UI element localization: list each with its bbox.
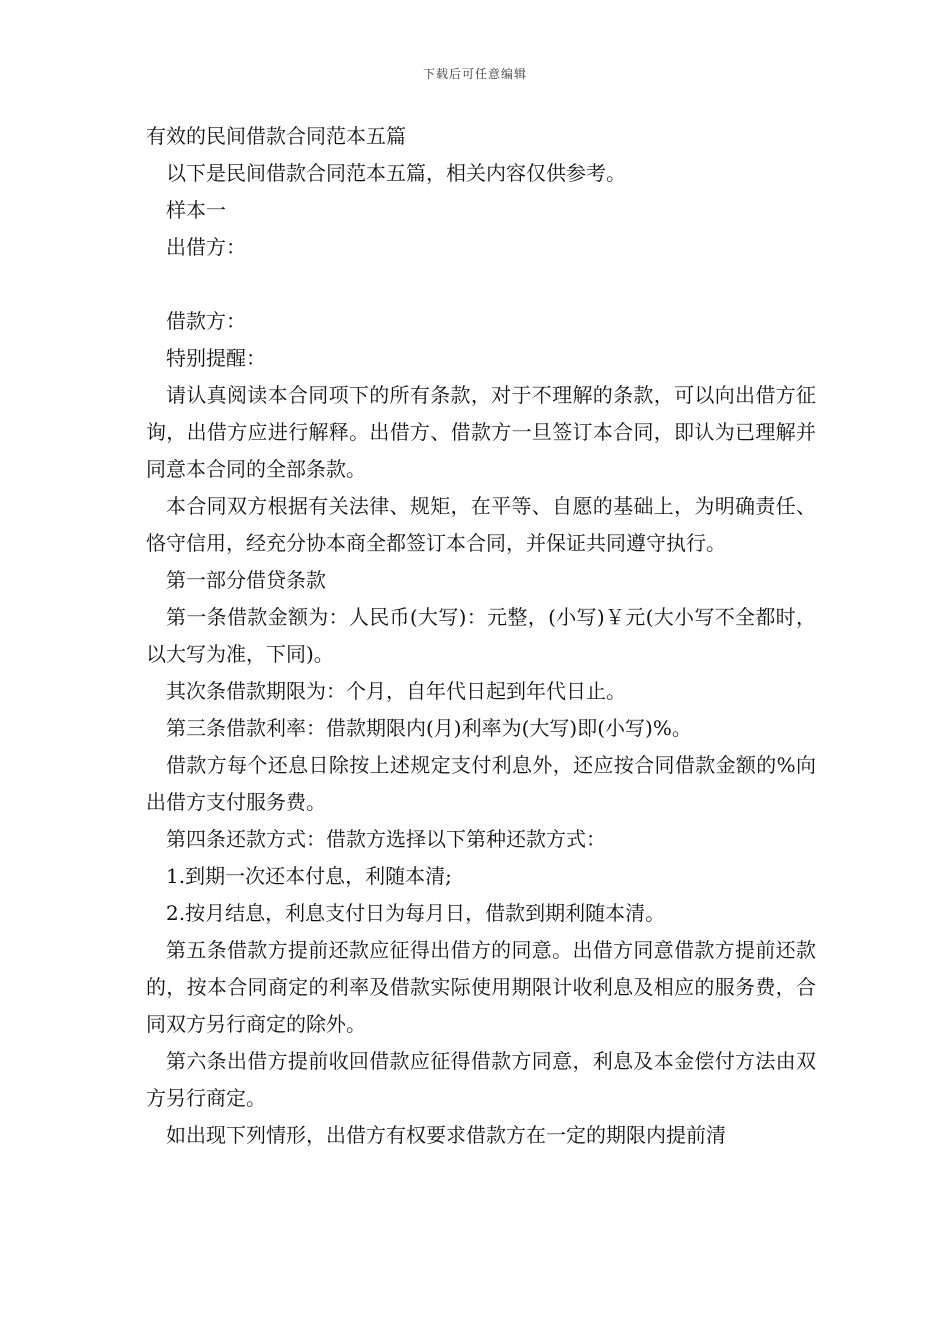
article-5-early-repayment: 第五条借款方提前还款应征得出借方的同意。出借方同意借款方提前还款的，按本合同商定的利率及借款实际使用期限计收利息及相应的服务费，合同双方另行商定的除外。 bbox=[146, 938, 816, 1036]
special-notice-heading: 特别提醒： bbox=[166, 346, 266, 370]
intro-paragraph: 以下是民间借款合同范本五篇，相关内容仅供参考。 bbox=[166, 161, 626, 185]
conditions-paragraph: 如出现下列情形，出借方有权要求借款方在一定的期限内提前清 bbox=[166, 1123, 726, 1147]
repayment-option-2: 2.按月结息，利息支付日为每月日，借款到期利随本清。 bbox=[166, 901, 666, 925]
article-4-repayment: 第四条还款方式：借款方选择以下第种还款方式： bbox=[166, 827, 606, 851]
agreement-paragraph: 本合同双方根据有关法律、规矩，在平等、自愿的基础上，为明确责任、恪守信用，经充分协本商全都签订本合同，并保证共同遵守执行。 bbox=[146, 494, 816, 555]
sample-heading: 样本一 bbox=[166, 198, 226, 222]
document-body bbox=[146, 118, 816, 1154]
notice-paragraph: 请认真阅读本合同项下的所有条款，对于不理解的条款，可以向出借方征询，出借方应进行解释。出借方、借款方一旦签订本合同，即认为已理解并同意本合同的全部条款。 bbox=[146, 383, 816, 481]
repayment-option-1: 1.到期一次还本付息，利随本清; bbox=[166, 864, 452, 888]
article-3-rate: 第三条借款利率：借款期限内(月)利率为(大写)即(小写)%。 bbox=[166, 716, 692, 740]
article-2-term: 其次条借款期限为：个月，自年代日起到年代日止。 bbox=[166, 679, 626, 703]
article-1-amount: 第一条借款金额为：人民币(大写)：元整，(小写)￥元(大小写不全都时，以大写为准，下同)。 bbox=[146, 605, 816, 666]
section-heading-part-one: 第一部分借贷条款 bbox=[166, 568, 326, 592]
borrower-field: 借款方： bbox=[166, 309, 246, 333]
document-title: 有效的民间借款合同范本五篇 bbox=[146, 124, 406, 148]
article-6-early-recall: 第六条出借方提前收回借款应征得借款方同意，利息及本金偿付方法由双方另行商定。 bbox=[146, 1049, 816, 1110]
header-note: 下载后可任意编辑 bbox=[422, 67, 527, 81]
service-fee-paragraph: 借款方每个还息日除按上述规定支付利息外，还应按合同借款金额的%向出借方支付服务费。 bbox=[146, 753, 816, 814]
lender-field: 出借方： bbox=[166, 235, 246, 259]
